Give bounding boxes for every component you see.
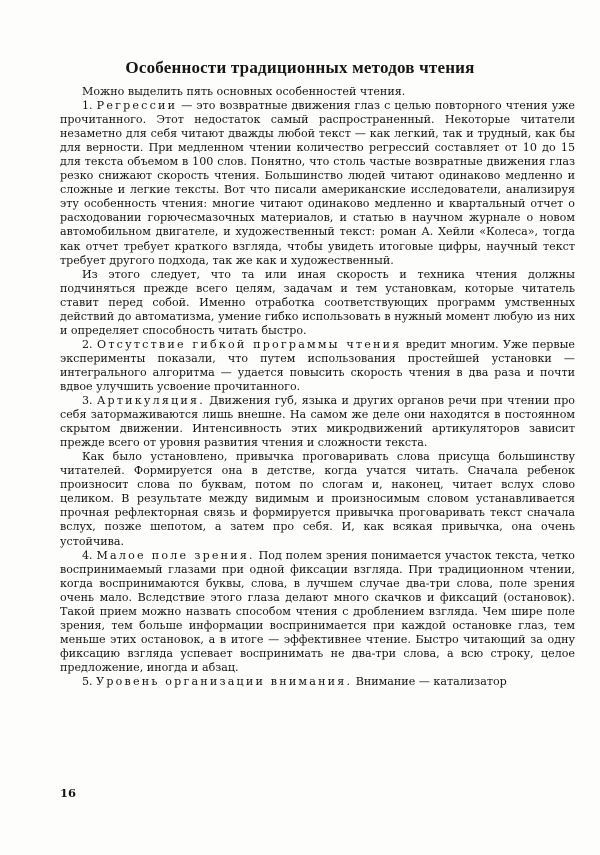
paragraph-text: Движения губ, языка и других органов речи при чтении про себя затормаживаются лишь внешне. На самом же деле они находятся в постоянном скрытом движении. Интенсивность этих микродвижений артикуляторов зависит прежде всего от уровня развития чтения и сложности текста. [60,394,575,450]
section-title: Особенности традиционных методов чтения [125,58,475,77]
paragraph-attention [60,675,575,689]
paragraph-text: вредит многим. Уже первые эксперименты показали, что путем использования простейшей установки — интегрального алгоритма — удается повысить скорость чтения в два раза и почти вдвое улучшить усвоение прочитанного. [60,337,575,393]
page-number: 16 [60,786,77,800]
paragraph-habit: Как было установлено, привычка проговаривать слова присуща большинству читателей. Формируется она в детстве, когда учатся читать. Сначала ребенок произносит слова по буквам, потом по слогам и, наконец, читает вслух слово целиком. В результате между видимым и произносимым словом устанавливается прочная рефлекторная связь и формируется привычка проговаривать текст сначала вслух, позже шепотом, а затем про себя. И, как всякая привычка, она очень устойчива. [60,450,575,548]
body-text [60,85,575,689]
term-attention: Уровень организации внимания. [96,674,353,688]
paragraph-text: Внимание — катализатор [352,674,507,688]
paragraph-field-of-view [60,549,575,675]
item-number: 3. [82,394,93,408]
term-articulation: Артикуляция. [96,394,205,408]
term-flexible-program: Отсутствие гибкой программы чтения [97,337,402,351]
item-number: 5. [82,674,93,688]
item-number: 2. [82,337,93,351]
term-regressions: Регрессии [96,99,178,113]
item-number: 1. [82,99,93,113]
paragraph-flexible-program [60,338,575,394]
paragraph-intro: Можно выделить пять основных особенностей чтения. [82,85,406,98]
paragraph-articulation [60,394,575,450]
paragraph-regressions [60,99,575,268]
item-number: 4. [82,548,93,562]
term-field-of-view: Малое поле зрения. [96,548,255,562]
paragraph-text: Под полем зрения понимается участок текста, четко воспринимаемый глазами при одной фиксации взгляда. При традиционном чтении, когда воспринимаются буквы, слова, в лучшем случае два-три слова, поле зрения очень мало. Вследствие этого глаза делают много скачков и фиксаций (остановок). Такой прием можно назвать способом чтения с дроблением взгляда. Чем шире поле зрения, тем больше информации воспринимается при каждой остановке глаз, тем меньше этих остановок, а в итоге — эффективнее чтение. Быстро читающий за одну фиксацию взгляда успевает воспринимать не два-три слова, а всю строку, целое предложение, иногда и абзац. [60,548,575,674]
paragraph-speed-technique: Из этого следует, что та или иная скорость и техника чтения должны подчиняться прежде всего целям, задачам и тем установкам, которые читатель ставит перед собой. Именно отработка соответствующих программ умственных действий до автоматизма, умение гибко использовать в нужный момент любую из них и определяет способность читать быстро. [60,267,575,337]
paragraph-text: — это возвратные движения глаз с целью повторного чтения уже прочитанного. Этот недостаток самый распространенный. Некоторые читатели незаметно для себя читают дважды любой текст — как легкий, так и трудный, как бы для верности. При медленном чтении количество регрессий составляет от 10 до 15 для текста объемом в 100 слов. Понятно, что столь частые возвратные движения глаз резко снижают скорость чтения. Большинство людей читают одинаково медленно и сложные и легкие тексты. Вот что писали американские исследователи, анализируя эту особенность чтения: многие читают одинаково медленно и квартальный отчет о расходовании горючесмазочных материалов, и статью в научном журнале о новом автомобильном двигателе, и художественный текст: роман А. Хейли «Колеса», тогда как отчет требует краткого взгляда, чтобы увидеть итоговые цифры, научный текст требует другого подхода, так же как и художественный. [60,99,575,267]
